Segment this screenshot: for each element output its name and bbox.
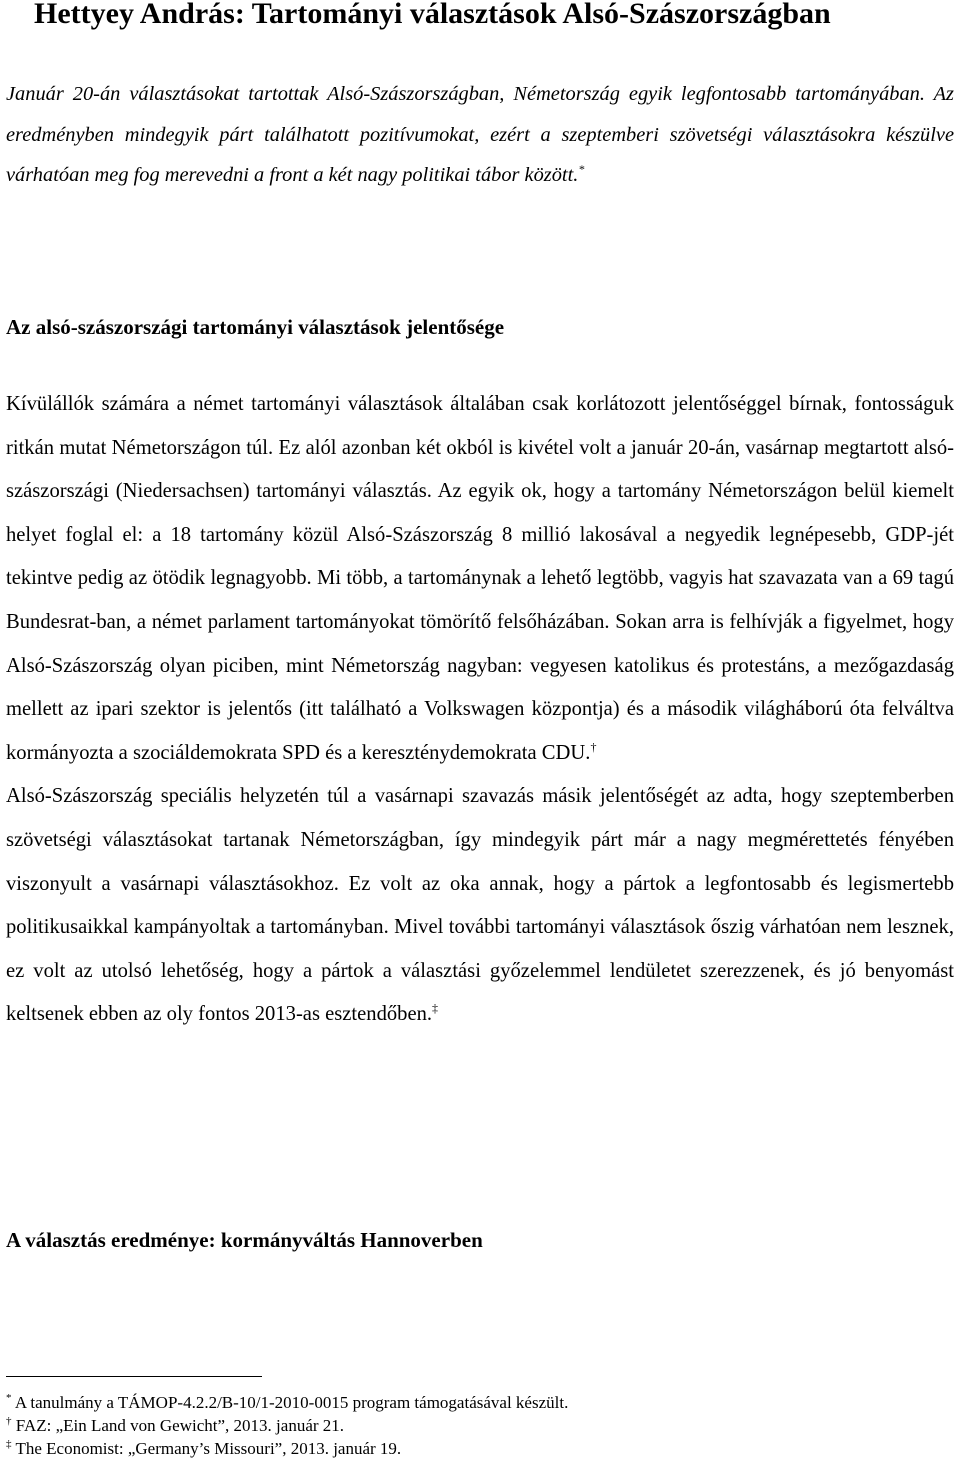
page-title: Hettyey András: Tartományi választások Alsó-Szászországban	[34, 0, 831, 30]
paragraph-2	[6, 775, 954, 1037]
paragraph-2-text: Alsó-Szászország speciális helyzetén túl a vasárnapi szavazás másik jelentőségét az adta, hogy szeptemberben szövetségi választásokat tartanak Németországban, így mindegyik párt már a nagy megmérettetés fényében viszonyult a vasárnapi választásokhoz. Ez volt az oka annak, hogy a pártok a legfontosabb és legismertebb politikusaikkal kampányoltak a tartományban. Mivel további tartományi választások őszig várhatóan nem lesznek, ez volt az utolsó lehetőség, hogy a pártok a választási győzelemmel lendületet szerezzenek, és jó benyomást keltsenek ebben az oly fontos 2013-as esztendőben.	[6, 785, 954, 1026]
footnote-ref-1[interactable]: *	[578, 162, 585, 177]
footnote-divider	[6, 1376, 262, 1377]
section-heading-results: A választás eredménye: kormányváltás Hannoverben	[6, 1228, 483, 1252]
paragraph-1-text: Kívülállók számára a német tartományi választások általában csak korlátozott jelentőséggel bírnak, fontosságuk ritkán mutat Németországon túl. Ez alól azonban két okból is kivétel volt a január 20-án, vasárnap megtartott alsó-szászországi (Niedersachsen) tartományi választás. Az egyik ok, hogy a tartomány Németországon belül kiemelt helyet foglal el: a 18 tartomány közül Alsó-Szászország 8 millió lakosával a negyedik legnépesebb, GDP-jét tekintve pedig az ötödik legnagyobb. Mi több, a tartománynak a lehető legtöbb, vagyis hat szavazata van a 69 tagú Bundesrat-ban, a német parlament tartományokat tömörítő felsőházában. Sokan arra is felhívják a figyelmet, hogy Alsó-Szászország olyan piciben, mint Németország nagyban: vegyesen katolikus és protestáns, a mezőgazdaság mellett az ipari szektor is jelentős (itt található a Volkswagen központja) és a második világháború óta felváltva kormányozta a szociáldemokrata SPD és a kereszténydemokrata CDU.	[6, 393, 954, 764]
footnote-2-mark: †	[6, 1415, 12, 1427]
section-heading-significance: Az alsó-szászországi tartományi választások jelentősége	[6, 315, 505, 339]
footnote-3-mark: ‡	[6, 1438, 12, 1450]
footnote-1-text: A tanulmány a TÁMOP-4.2.2/B-10/1-2010-0015 program támogatásával készült.	[14, 1393, 569, 1412]
lead-text: Január 20-án választásokat tartottak Alsó-Szászországban, Németország egyik legfontosabb tartományában. Az eredményben mindegyik párt találhatott pozitívumokat, ezért a szeptemberi szövetségi választásokra készülve várhatóan meg fog merevedni a front a két nagy politikai tábor között.	[6, 83, 954, 187]
footnote-ref-3[interactable]: ‡	[432, 1001, 439, 1016]
footnote-3-text: The Economist: „Germany’s Missouri”, 2013. január 19.	[15, 1439, 402, 1458]
footnote-2	[6, 1415, 344, 1437]
lead-paragraph	[6, 74, 954, 196]
section-body	[6, 383, 954, 1037]
footnote-ref-2[interactable]: †	[590, 739, 597, 754]
footnote-3	[6, 1438, 401, 1460]
footnote-1-mark: *	[6, 1392, 12, 1404]
footnote-1	[6, 1392, 568, 1414]
footnote-2-text: FAZ: „Ein Land von Gewicht”, 2013. január 21.	[15, 1416, 345, 1435]
paragraph-1	[6, 383, 954, 775]
